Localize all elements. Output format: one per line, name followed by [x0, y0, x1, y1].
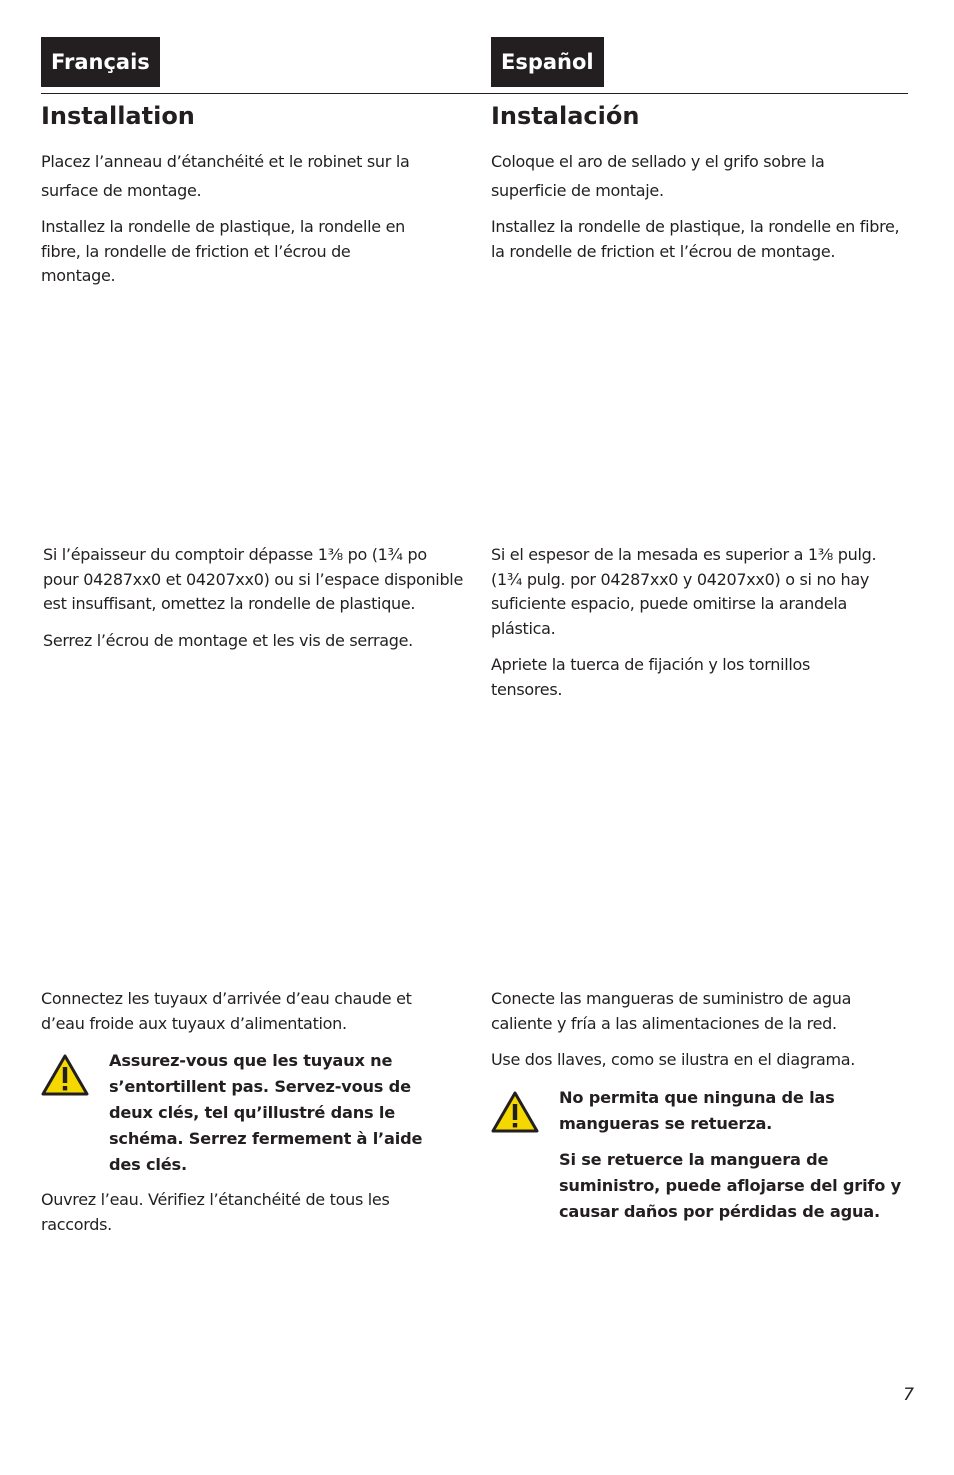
page-number: 7	[903, 1385, 914, 1405]
warning-triangle-icon	[491, 1091, 539, 1133]
es-step3-intro: Use dos llaves, como se ilustra en el diagrama.	[491, 1050, 856, 1069]
heading-installation-fr: Installation	[41, 102, 195, 130]
fr-warning-para: Assurez-vous que les tuyaux ne s’entortillent pas. Servez-vous de deux clés, tel qu’illustré dans le schéma. Serrez fermement à l’aide des clés.	[109, 1051, 423, 1174]
es-warning-para: Si se retuerce la manguera de suministro, puede aflojarse del grifo y causar daños por pérdidas de agua.	[559, 1149, 901, 1221]
fr-step1-para: Installez la rondelle de plastique, la rondelle en fibre, la rondelle de friction et l’écrou de montage.	[41, 217, 405, 285]
es-warning-text	[559, 1085, 901, 1225]
lang-tab-french: Français	[41, 37, 160, 87]
es-warning	[491, 1085, 911, 1225]
es-step1-para: Installez la rondelle de plastique, la rondelle en fibre, la rondelle de friction et l’écrou de montage.	[491, 217, 900, 261]
header-rule	[41, 93, 908, 94]
fr-step2-para: Serrez l’écrou de montage et les vis de serrage.	[43, 630, 413, 650]
fr-step2	[43, 543, 463, 665]
warning-triangle-icon	[41, 1054, 89, 1096]
fr-step3-outro: Ouvrez l’eau. Vérifiez l’étanchéité de tous les raccords.	[41, 1190, 390, 1234]
heading-installation-es: Instalación	[491, 102, 640, 130]
es-warning-para: No permita que ninguna de las mangueras se retuerza.	[559, 1087, 835, 1133]
es-step2-para: Si el espesor de la mesada es superior a 1⅜ pulg. (1¾ pulg. por 04287xx0 y 04207xx0) o si no hay suficiente espacio, puede omitirse la arandela plástica.	[491, 545, 877, 638]
es-step2-para: Apriete la tuerca de fijación y los tornillos tensores.	[491, 655, 811, 699]
fr-warning-text	[109, 1048, 451, 1178]
lang-tab-spanish: Español	[491, 37, 604, 87]
fr-step3-intro: Connectez les tuyaux d’arrivée d’eau chaude et d’eau froide aux tuyaux d’alimentation.	[41, 989, 412, 1033]
fr-step2-para: Si l’épaisseur du comptoir dépasse 1⅜ po (1¾ po pour 04287xx0 et 04207xx0) ou si l’espace disponible est insuffisant, omettez la rondelle de plastique.	[43, 545, 463, 613]
fr-warning	[41, 1048, 456, 1178]
es-step3-intro: Conecte las mangueras de suministro de agua caliente y fría a las alimentaciones de la red.	[491, 989, 852, 1033]
es-step3	[491, 987, 911, 1235]
es-step1-para: Coloque el aro de sellado y el grifo sobre la superficie de montaje.	[491, 152, 825, 200]
fr-step1-para: Placez l’anneau d’étanchéité et le robinet sur la surface de montage.	[41, 152, 410, 200]
fr-step3	[41, 987, 456, 1249]
es-step1	[491, 147, 916, 276]
fr-step1	[41, 147, 451, 301]
es-step2	[491, 543, 901, 714]
